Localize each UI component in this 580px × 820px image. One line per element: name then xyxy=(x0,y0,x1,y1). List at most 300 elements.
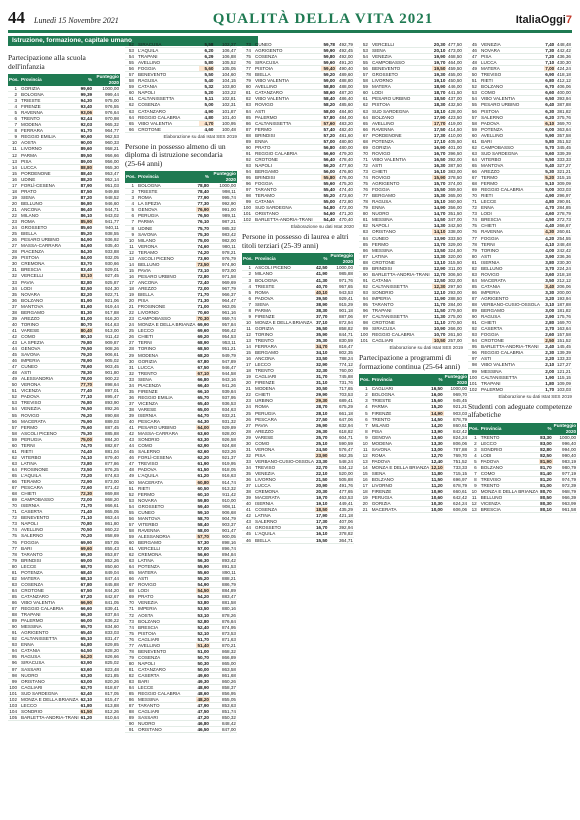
row-percent: 2,30 xyxy=(545,350,555,356)
row-position: 97 xyxy=(8,666,20,672)
row-score: 618,82 xyxy=(328,428,354,434)
row-province: BERGAMO xyxy=(480,308,544,314)
row-position: 63 xyxy=(468,150,480,156)
row-province: PISA xyxy=(480,54,544,60)
row-position: 19 xyxy=(359,495,371,501)
row-percent: 76,50 xyxy=(80,406,93,412)
source-note: Elaborazione su dati Istat SES 2019 xyxy=(498,393,572,399)
row-position: 93 xyxy=(242,162,254,168)
row-percent: 1,90 xyxy=(545,374,555,380)
row-percent: 87,20 xyxy=(80,194,93,200)
row-percent: 2,60 xyxy=(545,332,555,338)
ranking-table xyxy=(468,423,577,514)
row-province: GORIZIA xyxy=(137,358,196,364)
page-header xyxy=(8,6,572,28)
row-score: 983,42 xyxy=(210,231,237,237)
row-province: MODENA xyxy=(371,440,430,446)
row-percent: 11,20 xyxy=(431,483,443,489)
row-province: PADOVA xyxy=(254,295,315,301)
row-province: TORINO xyxy=(137,346,196,352)
row-position: 8 xyxy=(359,428,371,434)
row-province: VARESE xyxy=(254,434,315,440)
row-score: 455,00 xyxy=(447,72,462,78)
row-percent: 80,70 xyxy=(540,489,552,495)
row-position: 9 xyxy=(242,313,254,319)
row-position: 18 xyxy=(359,489,371,495)
row-position: 84 xyxy=(242,108,254,114)
row-position: 73 xyxy=(242,42,254,48)
row-position: 34 xyxy=(8,285,20,291)
row-position: 9 xyxy=(8,134,20,140)
row-score: 991,00 xyxy=(210,207,237,213)
row-percent: 86,80 xyxy=(80,200,93,206)
row-province: SALERNO xyxy=(137,449,196,455)
row-percent: 81,00 xyxy=(540,483,552,489)
row-percent: 6,10 xyxy=(545,120,555,126)
row-position: 23 xyxy=(242,398,254,404)
row-province: URBINO xyxy=(254,398,315,404)
row-percent: 64,50 xyxy=(80,648,93,654)
row-position: 36 xyxy=(125,394,137,400)
row-score: 949,79 xyxy=(210,352,237,358)
row-province: BARI xyxy=(137,679,196,685)
row-position: 46 xyxy=(125,455,137,461)
row-score: 999,44 xyxy=(93,92,120,98)
row-position: 42 xyxy=(125,431,137,437)
row-position: 65 xyxy=(125,570,137,576)
row-percent: 16,00 xyxy=(431,392,443,398)
row-position: 17 xyxy=(125,279,137,285)
row-percent: 83,00 xyxy=(540,440,552,446)
row-province: COMO xyxy=(480,471,539,477)
row-position: 15 xyxy=(8,170,20,176)
row-province: PESARO URBINO xyxy=(20,237,80,243)
row-score: 967,79 xyxy=(210,286,237,292)
row-position: 21 xyxy=(125,304,137,310)
row-position: 21 xyxy=(8,206,20,212)
row-position: 96 xyxy=(468,350,480,356)
row-percent: 22,10 xyxy=(315,471,328,476)
row-score: 970,98 xyxy=(93,116,120,122)
row-position: 59 xyxy=(359,84,371,90)
row-percent: 19,70 xyxy=(315,495,328,501)
row-province: BRINDISI xyxy=(371,265,432,271)
row-province: BARLETTA-ANDRIA-TRANI xyxy=(371,271,432,277)
ranking-table-continued xyxy=(468,42,572,393)
row-percent: 86,40 xyxy=(80,206,93,212)
row-province: PESARO URBINO xyxy=(137,273,196,279)
row-province: AREZZO xyxy=(480,168,544,174)
row-score: 410,00 xyxy=(447,132,462,138)
row-percent: 66,10 xyxy=(197,388,209,394)
ranking-table-continued xyxy=(242,42,354,223)
row-percent: 63,60 xyxy=(197,431,209,437)
row-province: CASERTA xyxy=(480,326,544,332)
row-percent: 5,20 xyxy=(545,175,555,181)
row-percent: 17,90 xyxy=(315,513,328,519)
row-percent: 2,80 xyxy=(545,320,555,326)
row-percent: 32,30 xyxy=(315,368,328,374)
row-score: 297,50 xyxy=(447,283,462,289)
row-province: TRAPANI xyxy=(137,54,199,60)
row-province: IMPERIA xyxy=(371,295,432,301)
row-score: 858,69 xyxy=(93,533,120,539)
row-province: CUNEO xyxy=(137,509,196,515)
row-percent: 55,00 xyxy=(321,199,336,205)
row-province: MACERATA xyxy=(480,277,544,283)
row-province: PISA xyxy=(20,158,80,164)
row-percent: 14,50 xyxy=(433,217,446,223)
row-province: LECCO xyxy=(20,702,80,708)
row-position: 53 xyxy=(359,48,371,54)
row-position: 78 xyxy=(125,648,137,654)
row-province: BOLOGNA xyxy=(137,183,196,189)
row-province: BERGAMO xyxy=(371,193,432,199)
row-position: 84 xyxy=(8,587,20,593)
row-position: 83 xyxy=(359,229,371,235)
row-province: RAVENNA xyxy=(20,110,80,116)
row-position: 91 xyxy=(242,150,254,156)
row-score: 139,39 xyxy=(556,350,571,356)
row-position: 77 xyxy=(8,545,20,551)
row-percent: 78,30 xyxy=(80,370,93,376)
row-province: VERBANO-CUSIO-OSSOLA xyxy=(480,302,544,308)
row-percent: 73,10 xyxy=(197,267,209,273)
row-province: PISA xyxy=(137,298,196,304)
row-percent: 58,70 xyxy=(197,515,209,521)
row-score: 774,12 xyxy=(328,362,354,368)
row-score: 943,16 xyxy=(210,376,237,382)
row-percent: 63,90 xyxy=(80,660,93,666)
row-percent: 68,20 xyxy=(197,352,209,358)
row-percent: 15,70 xyxy=(433,181,446,187)
row-percent: 4,80 xyxy=(545,199,555,205)
row-province: REGGIO CALABRIA xyxy=(371,332,432,338)
row-position: 17 xyxy=(8,182,20,188)
row-score: 933,88 xyxy=(93,249,120,255)
row-position: 12 xyxy=(8,152,20,158)
row-province: PADOVA xyxy=(480,120,544,126)
row-score: 911,42 xyxy=(210,491,237,497)
row-province: RIETI xyxy=(20,448,80,454)
row-province: TREVISO xyxy=(480,72,544,78)
row-score: 965,32 xyxy=(93,122,120,128)
row-score: 921,21 xyxy=(444,404,468,410)
row-score: 927,45 xyxy=(93,273,120,279)
row-score: 887,45 xyxy=(93,424,120,430)
row-percent: 11,10 xyxy=(434,320,446,326)
row-position: 62 xyxy=(8,454,20,460)
row-percent: 67,10 xyxy=(197,370,209,376)
row-position: 54 xyxy=(125,503,137,509)
row-province: RAGUSA xyxy=(20,654,80,660)
row-score: 127,27 xyxy=(556,362,571,368)
row-position: 46 xyxy=(242,537,254,543)
row-percent: 6,20 xyxy=(199,48,214,54)
row-percent: 80,10 xyxy=(80,333,93,339)
row-percent: 50,00 xyxy=(197,666,209,672)
row-score: 839,41 xyxy=(93,606,120,612)
row-province: SIENA xyxy=(137,376,196,382)
row-score: 974,79 xyxy=(553,477,577,483)
row-score: 976,79 xyxy=(210,255,237,261)
row-province: BENEVENTO xyxy=(20,515,80,521)
row-percent: 56,60 xyxy=(321,150,336,156)
row-province: ENNA xyxy=(254,138,321,144)
row-score: 877,86 xyxy=(93,460,120,466)
row-province: LECCO xyxy=(254,362,315,368)
row-position: 49 xyxy=(125,473,137,479)
row-position: 97 xyxy=(468,356,480,362)
row-province: ROVIGO xyxy=(371,150,432,156)
row-province: SIRACUSA xyxy=(254,60,321,66)
row-position: 93 xyxy=(8,642,20,648)
row-position: 68 xyxy=(8,491,20,497)
row-position: 11 xyxy=(359,446,371,452)
row-score: 423,50 xyxy=(447,114,462,120)
row-percent: 11,50 xyxy=(431,477,443,483)
row-position: 2 xyxy=(125,189,137,195)
row-score: 908,11 xyxy=(210,503,237,509)
row-province: BELLUNO xyxy=(480,265,544,271)
row-province: BERGAMO xyxy=(20,309,80,315)
row-percent: 80,70 xyxy=(80,321,93,327)
row-position: 79 xyxy=(8,557,20,563)
row-percent: 68,10 xyxy=(80,575,93,581)
row-score: 901,18 xyxy=(328,307,354,313)
row-score: 881,04 xyxy=(93,448,120,454)
row-percent: 91,70 xyxy=(80,128,93,134)
header-pos: Pos. xyxy=(468,423,480,435)
row-score: 890,11 xyxy=(210,570,237,576)
row-position: 84 xyxy=(125,685,137,691)
row-province: ASTI xyxy=(254,108,321,114)
row-percent: 76,10 xyxy=(197,219,209,225)
row-percent: 54,80 xyxy=(321,205,336,211)
newspaper-logo xyxy=(492,14,572,28)
row-province: FOGGIA xyxy=(137,66,199,72)
row-score: 913,32 xyxy=(210,485,237,491)
row-position: 100 xyxy=(468,374,480,380)
row-percent: 37,10 xyxy=(315,319,328,325)
row-score: 364,71 xyxy=(328,537,354,543)
row-percent: 10,50 xyxy=(433,338,446,344)
row-position: 46 xyxy=(468,48,480,54)
row-score: 969,69 xyxy=(210,279,237,285)
row-percent: 61,20 xyxy=(197,473,209,479)
row-percent: 5,10 xyxy=(545,181,555,187)
row-province: GORIZIA xyxy=(371,501,430,507)
row-score: 309,09 xyxy=(556,181,571,187)
row-percent: 15,60 xyxy=(431,398,443,404)
row-percent: 58,00 xyxy=(197,527,209,533)
row-position: 63 xyxy=(125,558,137,564)
row-percent: 34,10 xyxy=(315,350,328,356)
row-percent: 65,10 xyxy=(80,636,93,642)
row-percent: 56,40 xyxy=(321,156,336,162)
row-percent: 65,70 xyxy=(80,624,93,630)
row-percent: 3,10 xyxy=(545,302,555,308)
row-province: VERCELLI xyxy=(137,546,196,552)
row-province: PRATO xyxy=(137,594,196,600)
issue-date: Lunedì 15 Novembre 2021 xyxy=(34,16,119,25)
row-province: VIBO VALENTIA xyxy=(480,362,544,368)
row-score: 327,27 xyxy=(556,162,571,168)
row-position: 99 xyxy=(468,368,480,374)
row-province: PESARO URBINO xyxy=(480,102,544,108)
row-province: CAMPOBASSO xyxy=(137,316,196,322)
row-score: 266,00 xyxy=(447,326,462,332)
row-position: 60 xyxy=(359,90,371,96)
row-percent: 13,00 xyxy=(431,446,443,452)
row-score: 987,21 xyxy=(210,219,237,225)
row-percent: 77,10 xyxy=(80,394,93,400)
row-percent: 10,60 xyxy=(431,495,443,501)
row-position: 69 xyxy=(8,497,20,503)
row-percent: 83,70 xyxy=(80,261,93,267)
row-percent: 74,40 xyxy=(80,448,93,454)
row-score: 898,64 xyxy=(93,382,120,388)
row-province: FROSINONE xyxy=(137,304,196,310)
row-province: TRIESTE xyxy=(254,283,315,289)
row-province: ROMA xyxy=(254,289,315,295)
row-score: 302,00 xyxy=(447,277,462,283)
row-province: PERUGIA xyxy=(371,495,430,501)
row-percent: 66,30 xyxy=(80,612,93,618)
row-percent: 18,90 xyxy=(433,84,446,90)
row-province: PARMA xyxy=(254,307,315,313)
row-score: 842,42 xyxy=(444,428,468,434)
row-score: 278,79 xyxy=(556,211,571,217)
row-province: TERAMO xyxy=(254,193,321,199)
row-score: 419,00 xyxy=(447,120,462,126)
row-province: UDINE xyxy=(137,225,196,231)
row-province: BERGAMO xyxy=(137,539,196,545)
row-province: BOLZANO xyxy=(137,618,196,624)
row-position: 19 xyxy=(8,194,20,200)
row-position: 45 xyxy=(125,449,137,455)
row-score: 339,39 xyxy=(556,150,571,156)
row-score: 863,58 xyxy=(210,666,237,672)
row-province: CHIETI xyxy=(20,491,80,497)
row-score: 949,88 xyxy=(93,188,120,194)
row-position: 6 xyxy=(125,213,137,219)
row-score: 401,00 xyxy=(447,144,462,150)
row-province: CALTANISSETTA xyxy=(371,283,432,289)
row-position: 83 xyxy=(242,102,254,108)
row-score: 888,21 xyxy=(210,576,237,582)
row-percent: 77,70 xyxy=(80,382,93,388)
row-score: 703,53 xyxy=(328,392,354,398)
table-title: Persone in possesso almeno di un diploma di istruzione secondaria (25-64 anni) xyxy=(125,141,226,168)
header-province: Provincia xyxy=(371,374,430,386)
row-position: 74 xyxy=(468,217,480,223)
row-position: 96 xyxy=(8,660,20,666)
row-position: 57 xyxy=(359,72,371,78)
header-percent: % xyxy=(315,253,329,265)
row-position: 57 xyxy=(125,521,137,527)
row-score: 696,97 xyxy=(444,477,468,483)
row-score: 717,65 xyxy=(328,386,354,392)
row-percent: 20,10 xyxy=(433,48,446,54)
row-score: 855,43 xyxy=(93,545,120,551)
row-position: 7 xyxy=(125,219,137,225)
row-position: 65 xyxy=(468,162,480,168)
row-province: ENNA xyxy=(20,642,80,648)
row-score: 853,87 xyxy=(93,551,120,557)
row-province: PRATO xyxy=(20,188,80,194)
row-score: 432,50 xyxy=(447,102,462,108)
row-score: 868,32 xyxy=(210,648,237,654)
row-percent: 41,30 xyxy=(315,277,328,283)
row-percent: 70,50 xyxy=(80,527,93,533)
row-score: 604,71 xyxy=(328,434,354,440)
row-province: MONZA E DELLA BRIANZA xyxy=(21,696,79,702)
row-percent: 69,90 xyxy=(80,539,93,545)
row-percent: 71,00 xyxy=(197,304,209,310)
row-province: ROMA xyxy=(254,404,315,410)
row-position: 74 xyxy=(359,175,371,181)
row-score: 929,41 xyxy=(328,295,354,301)
row-province: PERUGIA xyxy=(137,213,196,219)
row-province: PAVIA xyxy=(137,267,196,273)
row-score: 881,58 xyxy=(210,600,237,606)
row-province: CALTANISSETTA xyxy=(20,636,80,642)
row-percent: 66,90 xyxy=(80,599,93,605)
row-province: SALERNO xyxy=(254,519,315,525)
row-position: 78 xyxy=(468,241,480,247)
row-position: 81 xyxy=(8,569,20,575)
row-province: NAPOLI xyxy=(20,521,80,527)
row-score: 871,42 xyxy=(93,485,120,491)
row-percent: 4,50 xyxy=(545,217,555,223)
row-percent: 10,90 xyxy=(433,326,446,332)
row-province: COMO xyxy=(480,90,544,96)
row-position: 47 xyxy=(125,461,137,467)
row-position: 89 xyxy=(8,618,20,624)
row-position: 43 xyxy=(242,519,254,525)
row-province: TORINO xyxy=(20,321,80,327)
row-score: 917,88 xyxy=(93,309,120,315)
row-position: 82 xyxy=(468,265,480,271)
row-position: 88 xyxy=(468,302,480,308)
row-percent: 11,50 xyxy=(434,308,446,314)
row-percent: 75,90 xyxy=(80,418,93,424)
row-province: NOVARA xyxy=(480,48,544,54)
row-position: 6 xyxy=(468,464,480,470)
row-position: 67 xyxy=(359,132,371,138)
row-score: 363,64 xyxy=(556,126,571,132)
row-score: 428,00 xyxy=(447,108,462,114)
row-score: 163,64 xyxy=(556,326,571,332)
row-score: 921,37 xyxy=(210,455,237,461)
row-score: 919,44 xyxy=(93,303,120,309)
row-percent: 48,60 xyxy=(197,691,209,697)
row-province: SUD SARDEGNA xyxy=(254,205,321,211)
row-position: 94 xyxy=(242,168,254,174)
header-pos: Pos. xyxy=(359,374,371,386)
row-position: 102 xyxy=(468,386,480,392)
row-position: 63 xyxy=(359,108,371,114)
row-percent: 64,70 xyxy=(197,412,209,418)
row-score: 606,06 xyxy=(444,507,468,513)
row-score: 978,21 xyxy=(210,249,237,255)
row-province: RAVENNA xyxy=(137,527,196,533)
row-percent: 36,50 xyxy=(315,325,328,331)
row-province: ROVIGO xyxy=(254,102,321,108)
row-position: 55 xyxy=(8,412,20,418)
row-score: 1000,00 xyxy=(93,86,120,92)
